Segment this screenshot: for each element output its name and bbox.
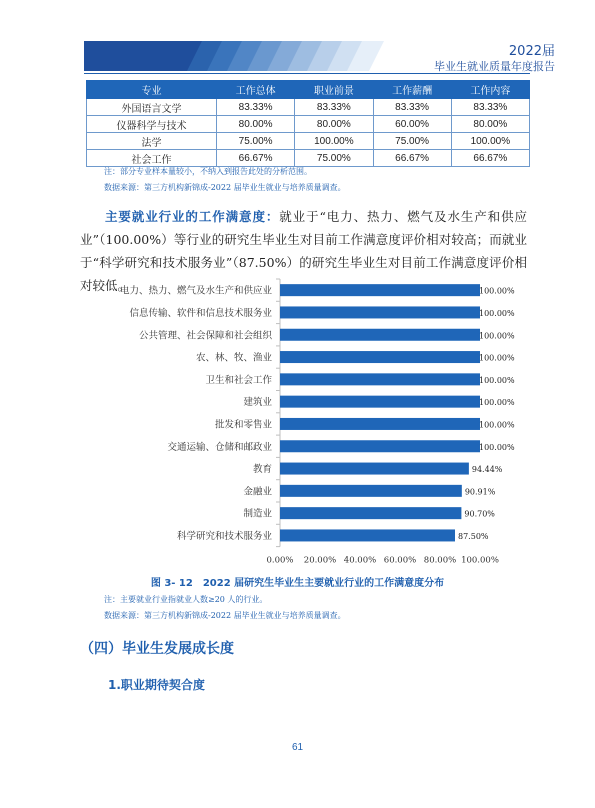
category-label: 农、林、牧、渔业 xyxy=(195,352,272,364)
bar xyxy=(280,373,480,385)
category-label: 公共管理、社会保障和社会组织 xyxy=(138,330,272,342)
paragraph-text: 就业于“电力、热力、燃气及水生产和供应业”（100.00%）等行业的研究生毕业生对目前工作满意度评价相对较高；而就业于“科学研究和技术服务业”（87.50%）的研究生毕业生对目前工作满意度评价相对较低。 xyxy=(80,209,527,293)
category-label: 科学研究和技术服务业 xyxy=(176,530,272,542)
report-title: 毕业生就业质量年度报告 xyxy=(434,60,555,73)
data-label: 100.00% xyxy=(479,286,515,296)
table-cell: 83.33% xyxy=(295,99,373,116)
bar xyxy=(280,351,480,363)
table-cell: 83.33% xyxy=(451,99,529,116)
table-cell: 80.00% xyxy=(295,116,373,133)
table-row xyxy=(87,99,530,116)
table-cell: 100.00% xyxy=(451,133,529,150)
paragraph-highlight: 主要就业行业的工作满意度： xyxy=(105,209,280,224)
subsection-heading: 1.职业期待契合度 xyxy=(108,678,205,692)
bar xyxy=(280,306,480,318)
table-row xyxy=(87,150,530,167)
x-tick-label: 80.00% xyxy=(423,555,457,566)
table-cell: 60.00% xyxy=(373,116,451,133)
table-cell: 66.67% xyxy=(217,150,295,167)
data-label: 100.00% xyxy=(479,398,515,408)
data-label: 100.00% xyxy=(479,308,515,318)
bar xyxy=(280,440,480,452)
table-cell: 100.00% xyxy=(295,133,373,150)
table-header-cell: 工作总体 xyxy=(217,81,295,99)
bar xyxy=(280,418,480,430)
x-tick-label: 40.00% xyxy=(343,555,377,566)
figure-note: 注：主要就业行业指就业人数≥20 人的行业。 xyxy=(104,595,268,604)
table-cell: 外国语言文学 xyxy=(87,99,217,116)
section-heading: （四）毕业生发展成长度 xyxy=(80,641,234,657)
table-cell: 社会工作 xyxy=(87,150,217,167)
table-source-note: 数据来源：第三方机构新锦成-2022 届毕业生就业与培养质量调查。 xyxy=(104,183,346,192)
data-label: 100.00% xyxy=(479,375,515,385)
table-header-cell: 专业 xyxy=(87,81,217,99)
table-header-cell: 工作内容 xyxy=(451,81,529,99)
x-tick-label: 0.00% xyxy=(266,555,294,566)
table-cell: 80.00% xyxy=(451,116,529,133)
table-cell: 75.00% xyxy=(217,133,295,150)
category-label: 交通运输、仓储和邮政业 xyxy=(167,441,272,453)
report-year-title: 2022届 xyxy=(508,44,555,59)
table-note: 注：部分专业样本量较小，不纳入到报告此处的分析范围。 xyxy=(104,167,312,176)
data-label: 100.00% xyxy=(479,353,515,363)
x-tick-label: 100.00% xyxy=(461,555,499,566)
bar xyxy=(280,329,480,341)
bar-chart-svg xyxy=(80,275,540,570)
header-decoration-band xyxy=(84,41,394,71)
figure-caption: 图 3- 12 2022 届研究生毕业生主要就业行业的工作满意度分布 xyxy=(150,578,445,589)
table-cell: 66.67% xyxy=(373,150,451,167)
table-header-row xyxy=(87,81,530,99)
table-cell: 83.33% xyxy=(373,99,451,116)
category-label: 教育 xyxy=(252,464,272,476)
bar xyxy=(280,463,469,475)
category-label: 批发和零售业 xyxy=(214,419,272,431)
table-cell: 法学 xyxy=(87,133,217,150)
category-label: 建筑业 xyxy=(243,397,272,409)
data-label: 90.70% xyxy=(464,509,495,519)
data-label: 90.91% xyxy=(464,487,496,497)
table-cell: 75.00% xyxy=(295,150,373,167)
table-header-cell: 工作薪酬 xyxy=(373,81,451,99)
table-cell: 66.67% xyxy=(451,150,529,167)
bar xyxy=(280,507,461,519)
bar xyxy=(280,529,455,541)
industry-satisfaction-chart xyxy=(80,275,540,570)
data-label: 94.44% xyxy=(471,465,503,475)
x-tick-label: 20.00% xyxy=(303,555,337,566)
data-label: 100.00% xyxy=(479,442,515,452)
bar xyxy=(280,396,480,408)
major-satisfaction-table xyxy=(86,80,530,167)
bar xyxy=(280,485,462,497)
bar xyxy=(280,284,480,296)
page-number: 61 xyxy=(291,742,304,753)
category-label: 金融业 xyxy=(243,486,272,498)
x-tick-label: 60.00% xyxy=(383,555,417,566)
category-label: 信息传输、软件和信息技术服务业 xyxy=(129,307,272,319)
data-label: 100.00% xyxy=(479,420,515,430)
table-cell: 83.33% xyxy=(217,99,295,116)
category-label: 卫生和社会工作 xyxy=(205,374,272,386)
table-header-cell: 职业前景 xyxy=(295,81,373,99)
table-cell: 75.00% xyxy=(373,133,451,150)
category-label: 电力、热力、燃气及水生产和供应业 xyxy=(119,285,272,297)
data-label: 100.00% xyxy=(479,331,515,341)
table-cell: 80.00% xyxy=(217,116,295,133)
table-row xyxy=(87,116,530,133)
figure-source-note: 数据来源：第三方机构新锦成-2022 届毕业生就业与培养质量调查。 xyxy=(104,611,346,620)
category-label: 制造业 xyxy=(243,508,272,520)
data-label: 87.50% xyxy=(458,531,489,541)
table-cell: 仪器科学与技术 xyxy=(87,116,217,133)
header-divider xyxy=(84,73,530,74)
table-row xyxy=(87,133,530,150)
